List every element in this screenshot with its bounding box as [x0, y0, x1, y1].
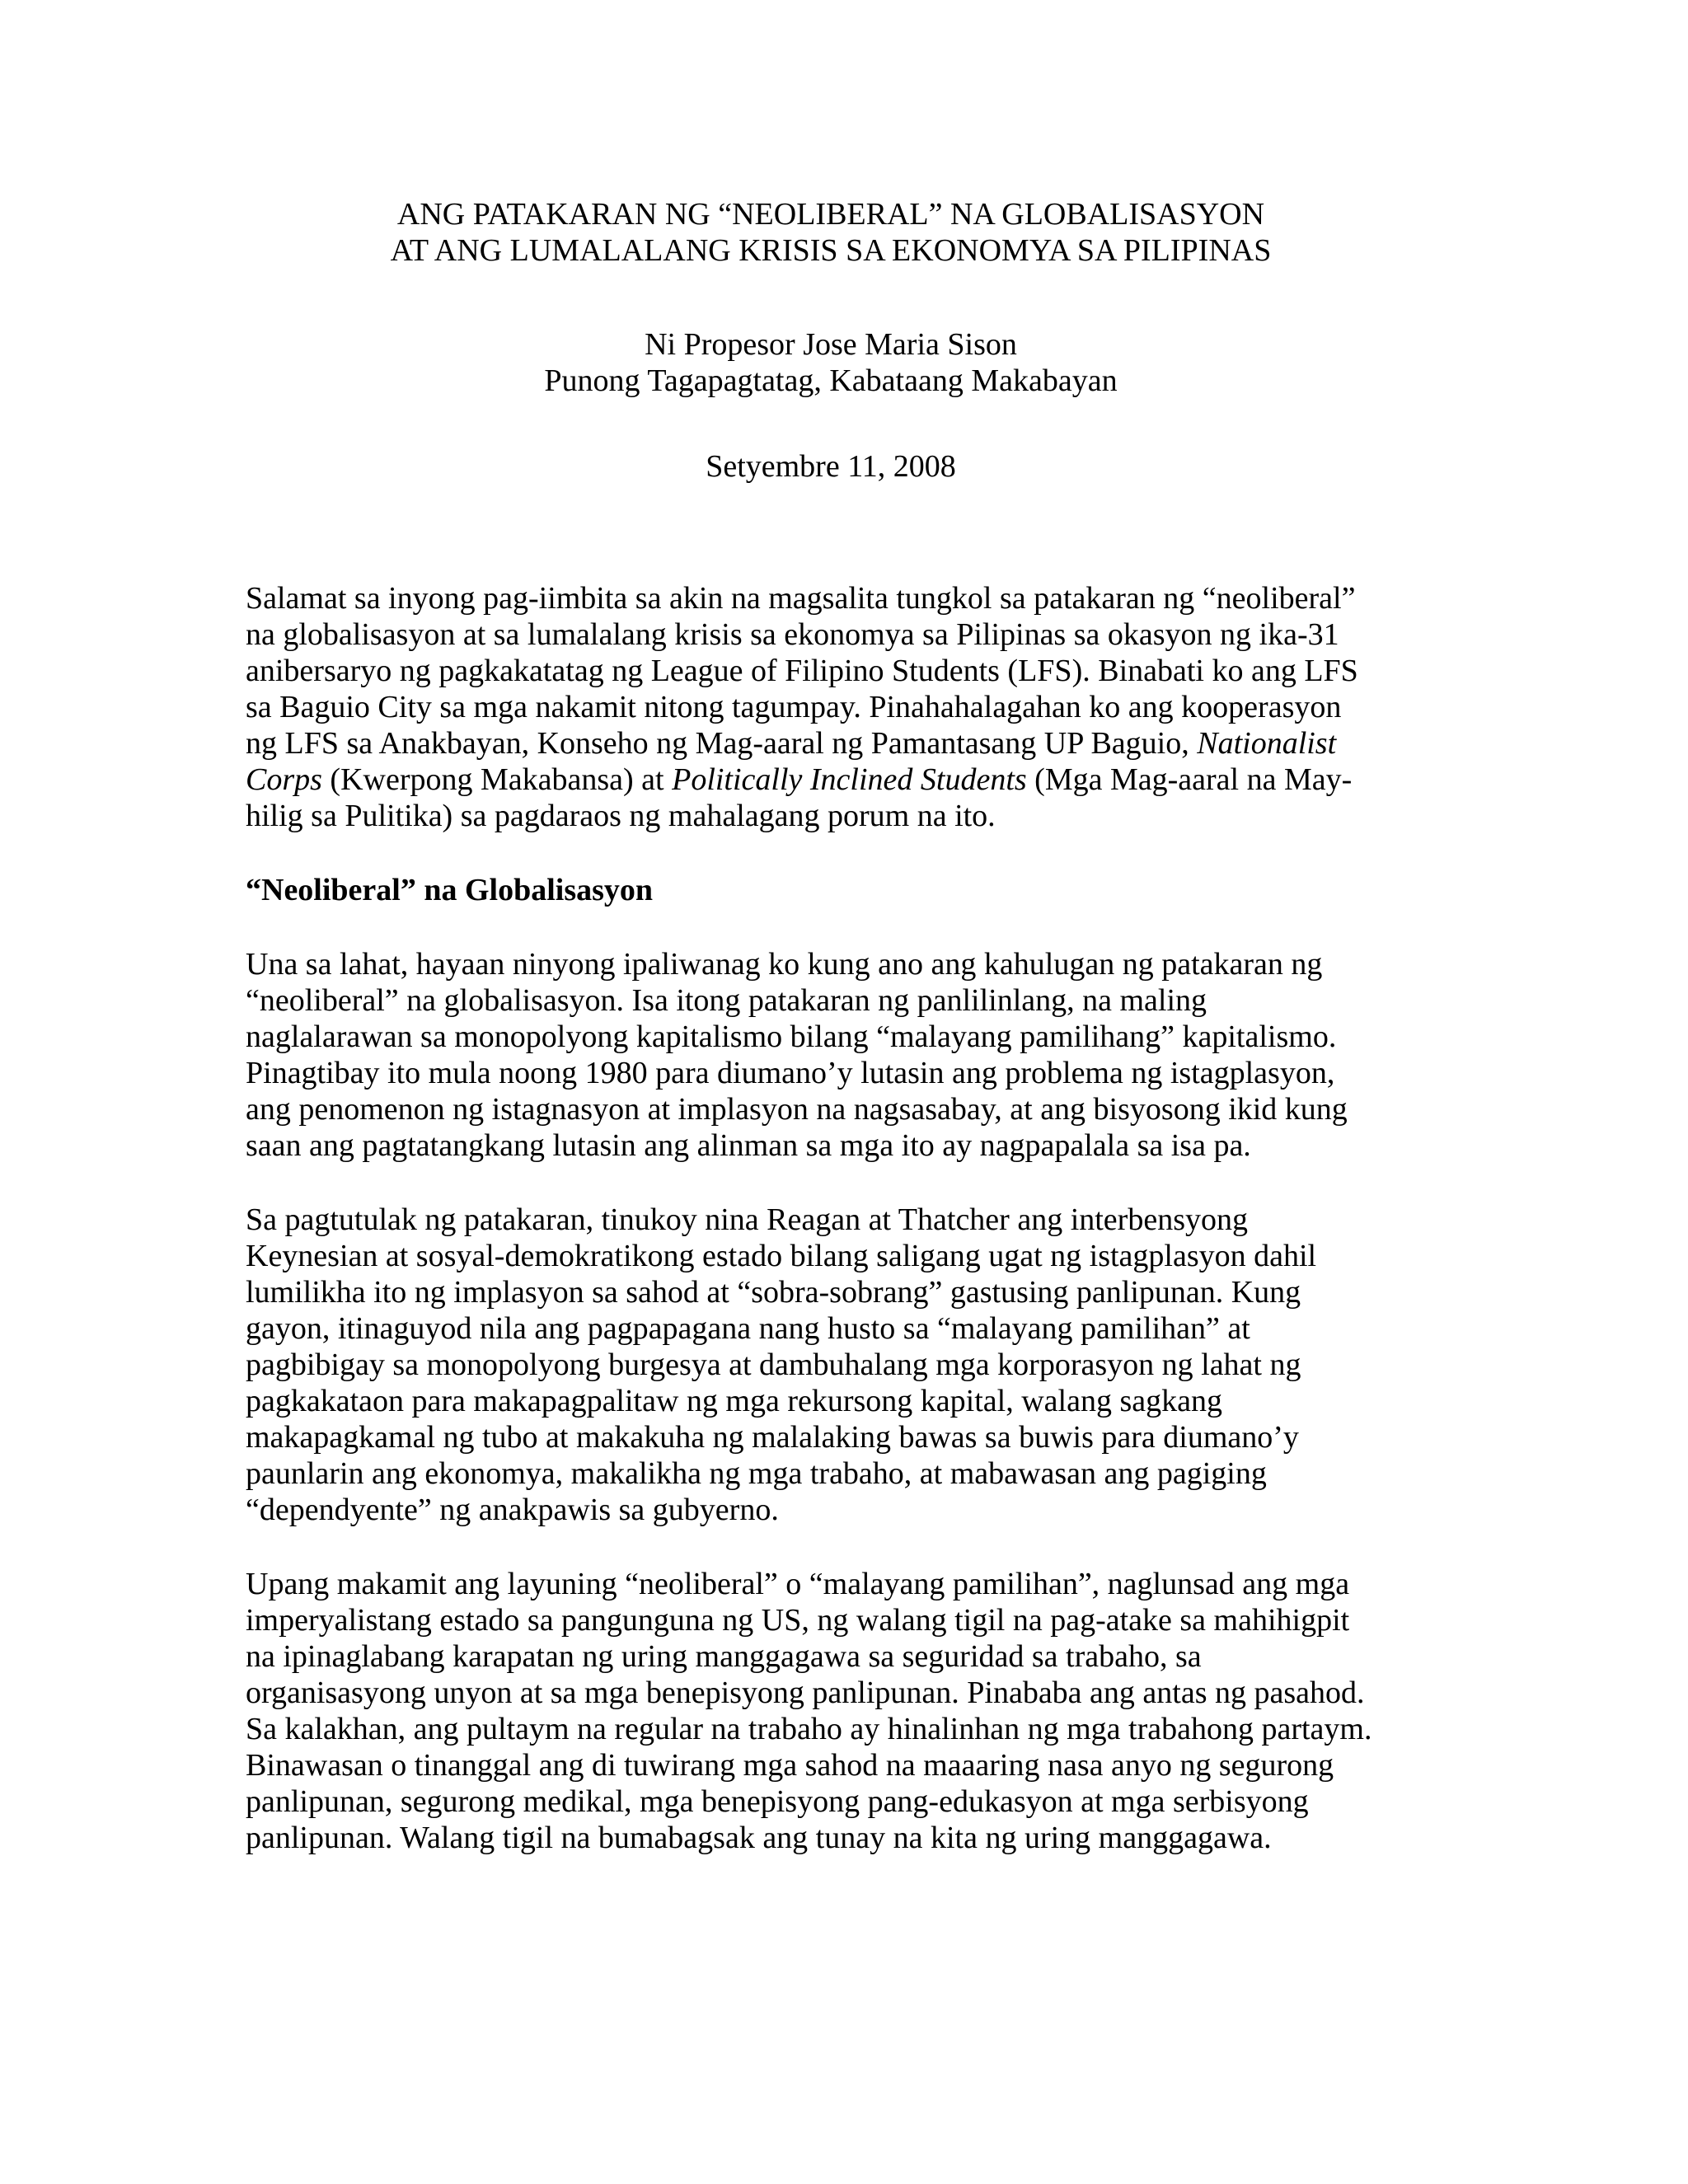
paragraph-line: sa Baguio City sa mga nakamit nitong tagumpay. Pinahahalagahan ko ang kooperasyon	[246, 690, 1342, 724]
paragraph-attacks	[246, 1566, 1416, 1856]
author-role: Punong Tagapagtatag, Kabataang Makabayan	[544, 363, 1118, 398]
paragraph-line: anibersaryo ng pagkakatatag ng League of Filipino Students (LFS). Binabati ko ang LFS	[246, 654, 1358, 688]
paragraph-line: Salamat sa inyong pag-iimbita sa akin na magsalita tungkol sa patakaran ng “neoliberal”	[246, 581, 1356, 616]
document-title	[237, 196, 1424, 269]
paragraph-line: Upang makamit ang layuning “neoliberal” o “malayang pamilihan”, naglunsad ang mga	[246, 1567, 1350, 1601]
paragraph-line: imperyalistang estado sa pangunguna ng US, ng walang tigil na pag-atake sa mahihigpit	[246, 1603, 1350, 1638]
title-line-2: AT ANG LUMALALANG KRISIS SA EKONOMYA SA PILIPINAS	[390, 233, 1272, 268]
paragraph-line: gayon, itinaguyod nila ang pagpapagana nang husto sa “malayang pamilihan” at	[246, 1311, 1250, 1346]
italic-text-run: Corps	[246, 762, 322, 797]
paragraph-line: Pinagtibay ito mula noong 1980 para diumano’y lutasin ang problema ng istagplasyon,	[246, 1056, 1335, 1090]
author-name: Ni Propesor Jose Maria Sison	[645, 327, 1017, 362]
paragraph-line: “dependyente” ng anakpawis sa gubyerno.	[246, 1493, 779, 1527]
title-line-1: ANG PATAKARAN NG “NEOLIBERAL” NA GLOBALISASYON	[396, 197, 1265, 232]
paragraph-line: na ipinaglabang karapatan ng uring manggagawa sa seguridad sa trabaho, sa	[246, 1639, 1202, 1674]
paragraph-line: Binawasan o tinanggal ang di tuwirang mga sahod na maaaring nasa anyo ng segurong	[246, 1748, 1334, 1783]
document-date: Setyembre 11, 2008	[706, 449, 956, 484]
paragraph-line: pagbibigay sa monopolyong burgesya at dambuhalang mga korporasyon ng lahat ng	[246, 1347, 1301, 1382]
paragraph-line: panlipunan. Walang tigil na bumabagsak ang tunay na kita ng uring manggagawa.	[246, 1821, 1272, 1855]
paragraph-line: panlipunan, segurong medikal, mga benepisyong pang-edukasyon at mga serbisyong	[246, 1784, 1309, 1819]
text-run: (Mga Mag-aaral na May-	[1026, 762, 1353, 797]
author-block	[237, 326, 1424, 399]
paragraph-line: Una sa lahat, hayaan ninyong ipaliwanag ko kung ano ang kahulugan ng patakaran ng	[246, 947, 1323, 982]
paragraph-line: organisasyong unyon at sa mga benepisyong panlipunan. Pinababa ang antas ng pasahod.	[246, 1675, 1365, 1710]
paragraph-line: pagkakataon para makapagpalitaw ng mga rekursong kapital, walang sagkang	[246, 1384, 1222, 1418]
paragraph-line: naglalarawan sa monopolyong kapitalismo bilang “malayang pamilihang” kapitalismo.	[246, 1019, 1337, 1054]
paragraph-reagan-thatcher	[246, 1202, 1416, 1528]
document-page	[246, 196, 1416, 1856]
paragraph-line: Sa pagtutulak ng patakaran, tinukoy nina Reagan at Thatcher ang interbensyong	[246, 1202, 1248, 1237]
paragraph-line: ang penomenon ng istagnasyon at implasyon na nagsasabay, at ang bisyosong ikid kung	[246, 1092, 1348, 1127]
paragraph-line	[246, 725, 1416, 762]
paragraph-intro	[246, 580, 1416, 834]
italic-text-run: Nationalist	[1197, 726, 1337, 761]
paragraph-line: makapagkamal ng tubo at makakuha ng malalaking bawas sa buwis para diumano’y	[246, 1420, 1299, 1455]
paragraph-line: na globalisasyon at sa lumalalang krisis sa ekonomya sa Pilipinas sa okasyon ng ika-31	[246, 617, 1339, 652]
paragraph-line: Sa kalakhan, ang pultaym na regular na trabaho ay hinalinhan ng mga trabahong partaym.	[246, 1712, 1372, 1746]
text-run: (Kwerpong Makabansa) at	[321, 762, 673, 797]
paragraph-line: “neoliberal” na globalisasyon. Isa itong patakaran ng panlilinlang, na maling	[246, 983, 1207, 1018]
paragraph-line	[246, 762, 1416, 798]
paragraph-definition	[246, 946, 1416, 1164]
paragraph-line: saan ang pagtatangkang lutasin ang alinman sa mga ito ay nagpapalala sa isa pa.	[246, 1128, 1251, 1163]
paragraph-line: hilig sa Pulitika) sa pagdaraos ng mahalagang porum na ito.	[246, 799, 996, 833]
paragraph-line: lumilikha ito ng implasyon sa sahod at “sobra-sobrang” gastusing panlipunan. Kung	[246, 1275, 1301, 1310]
italic-text-run: Politically Inclined Students	[672, 762, 1027, 797]
text-run: ng LFS sa Anakbayan, Konseho ng Mag-aaral ng Pamantasang UP Baguio,	[246, 726, 1198, 761]
paragraph-line: paunlarin ang ekonomya, makalikha ng mga trabaho, at mabawasan ang pagiging	[246, 1456, 1267, 1491]
paragraph-line: Keynesian at sosyal-demokratikong estado bilang saligang ugat ng istagplasyon dahil	[246, 1239, 1317, 1273]
section-heading: “Neoliberal” na Globalisasyon	[246, 873, 654, 907]
